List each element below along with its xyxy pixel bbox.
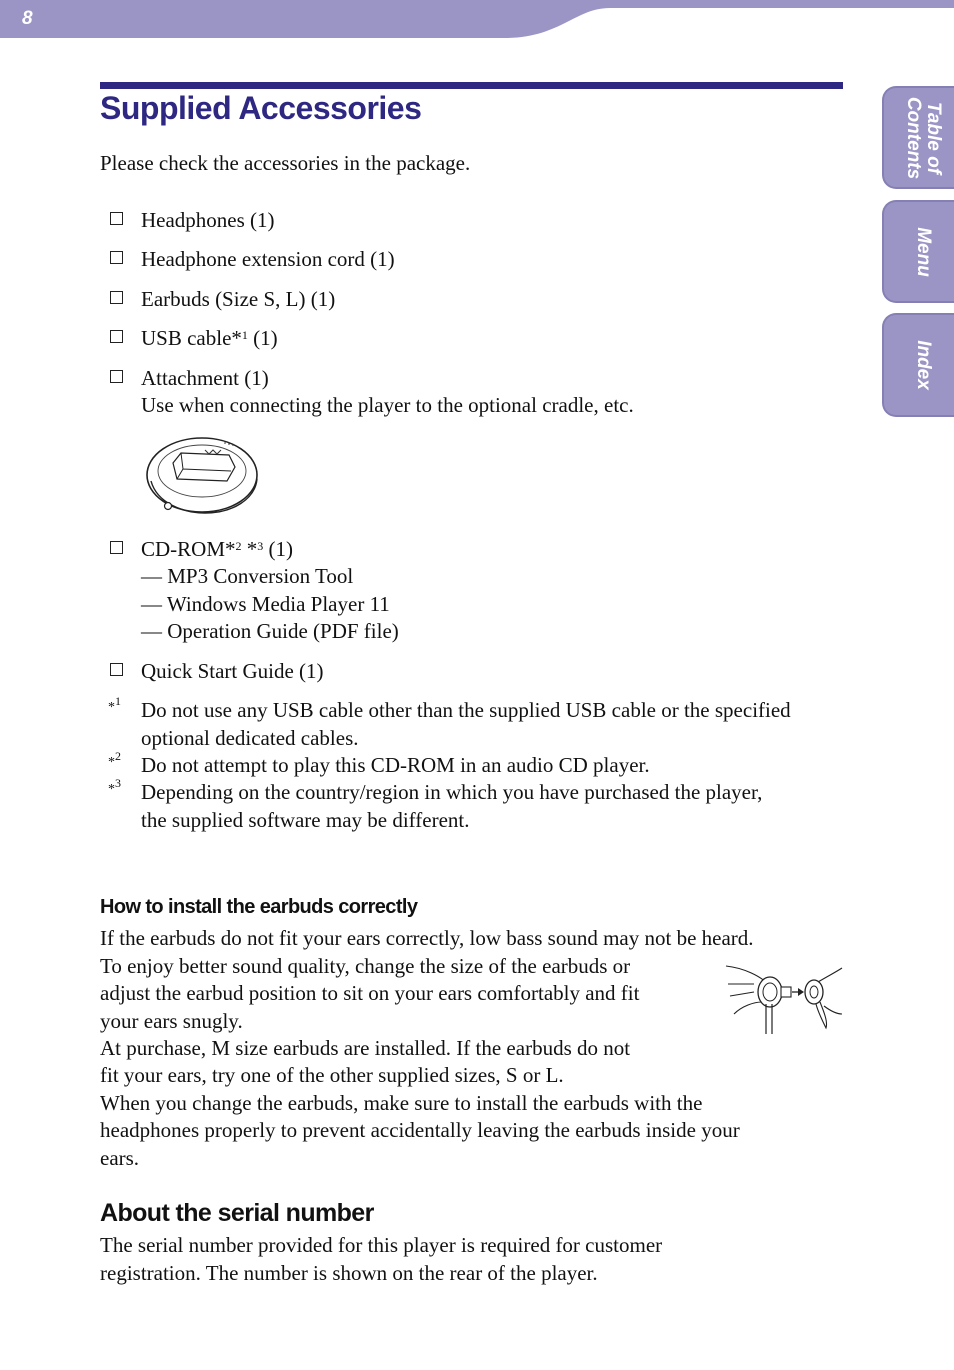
earbuds-text-line: your ears snugly. xyxy=(100,1009,243,1033)
tab-table-of-contents-label: Table of Contents xyxy=(903,96,944,179)
earbuds-text-line: adjust the earbud position to sit on your ears comfortably and fit xyxy=(100,981,640,1005)
serial-heading: About the serial number xyxy=(100,1199,374,1227)
header-bar xyxy=(0,0,954,40)
earbuds-text-line: At purchase, M size earbuds are installed. If the earbuds do not xyxy=(100,1036,631,1060)
tab-index[interactable] xyxy=(882,313,954,417)
footnote-2-line1: Do not attempt to play this CD-ROM in an audio CD player. xyxy=(141,753,650,777)
footnote-1-line1: Do not use any USB cable other than the supplied USB cable or the specified xyxy=(141,698,791,722)
checkbox-extension-cord xyxy=(110,251,123,264)
page-title: Supplied Accessories xyxy=(100,90,422,126)
item-earbuds: Earbuds (Size S, L) (1) xyxy=(141,287,336,311)
earbuds-text-line: headphones properly to prevent accidentally leaving the earbuds inside your xyxy=(100,1118,740,1142)
item-quick-start: Quick Start Guide (1) xyxy=(141,659,324,683)
earbuds-text-line: When you change the earbuds, make sure to install the earbuds with the xyxy=(100,1091,703,1115)
item-usb-cable: USB cable*$^1$ (1) xyxy=(141,326,278,350)
serial-text-line: registration. The number is shown on the rear of the player. xyxy=(100,1261,598,1285)
item-extension-cord: Headphone extension cord (1) xyxy=(141,247,395,271)
footnote-1-line2: optional dedicated cables. xyxy=(141,726,359,750)
earbuds-text-line: ears. xyxy=(100,1146,140,1170)
item-headphones: Headphones (1) xyxy=(141,208,275,232)
footnote-mark-2: *$^2$ xyxy=(108,749,121,770)
item-attachment-note: Use when connecting the player to the optional cradle, etc. xyxy=(141,393,634,417)
intro-text: Please check the accessories in the package. xyxy=(100,151,471,175)
title-rule xyxy=(100,82,843,89)
cd-rom-sub-wmp: — Windows Media Player 11 xyxy=(141,592,390,616)
checkbox-cd-rom xyxy=(110,541,123,554)
footnote-mark-1: *$^1$ xyxy=(108,694,121,715)
serial-text-line: The serial number provided for this player is required for customer xyxy=(100,1233,663,1257)
attachment-illustration xyxy=(143,433,263,517)
checkbox-earbuds xyxy=(110,291,123,304)
footnote-3-line2: the supplied software may be different. xyxy=(141,808,470,832)
footnote-mark-3: *$^3$ xyxy=(108,776,121,797)
tab-menu-label: Menu xyxy=(913,226,934,277)
cd-rom-sub-mp3: — MP3 Conversion Tool xyxy=(141,564,354,588)
checkbox-attachment xyxy=(110,370,123,383)
checkbox-usb-cable xyxy=(110,330,123,343)
item-cd-rom: CD-ROM*$^2$ *$^3$ (1) xyxy=(141,537,294,561)
item-attachment: Attachment (1) xyxy=(141,366,269,390)
earbuds-text-line: If the earbuds do not fit your ears correctly, low bass sound may not be heard. xyxy=(100,926,754,950)
tab-table-of-contents[interactable] xyxy=(882,86,954,189)
tab-index-label: Index xyxy=(913,340,934,390)
earbuds-heading: How to install the earbuds correctly xyxy=(100,896,418,918)
earbud-illustration xyxy=(724,962,844,1036)
cd-rom-sub-guide: — Operation Guide (PDF file) xyxy=(141,619,399,643)
earbuds-text-line: fit your ears, try one of the other supplied sizes, S or L. xyxy=(100,1063,564,1087)
footnote-3-line1: Depending on the country/region in which you have purchased the player, xyxy=(141,780,763,804)
page-number: 8 xyxy=(22,8,33,29)
checkbox-headphones xyxy=(110,212,123,225)
tab-menu[interactable] xyxy=(882,200,954,303)
earbuds-text-line: To enjoy better sound quality, change the size of the earbuds or xyxy=(100,954,631,978)
checkbox-quick-start xyxy=(110,663,123,676)
